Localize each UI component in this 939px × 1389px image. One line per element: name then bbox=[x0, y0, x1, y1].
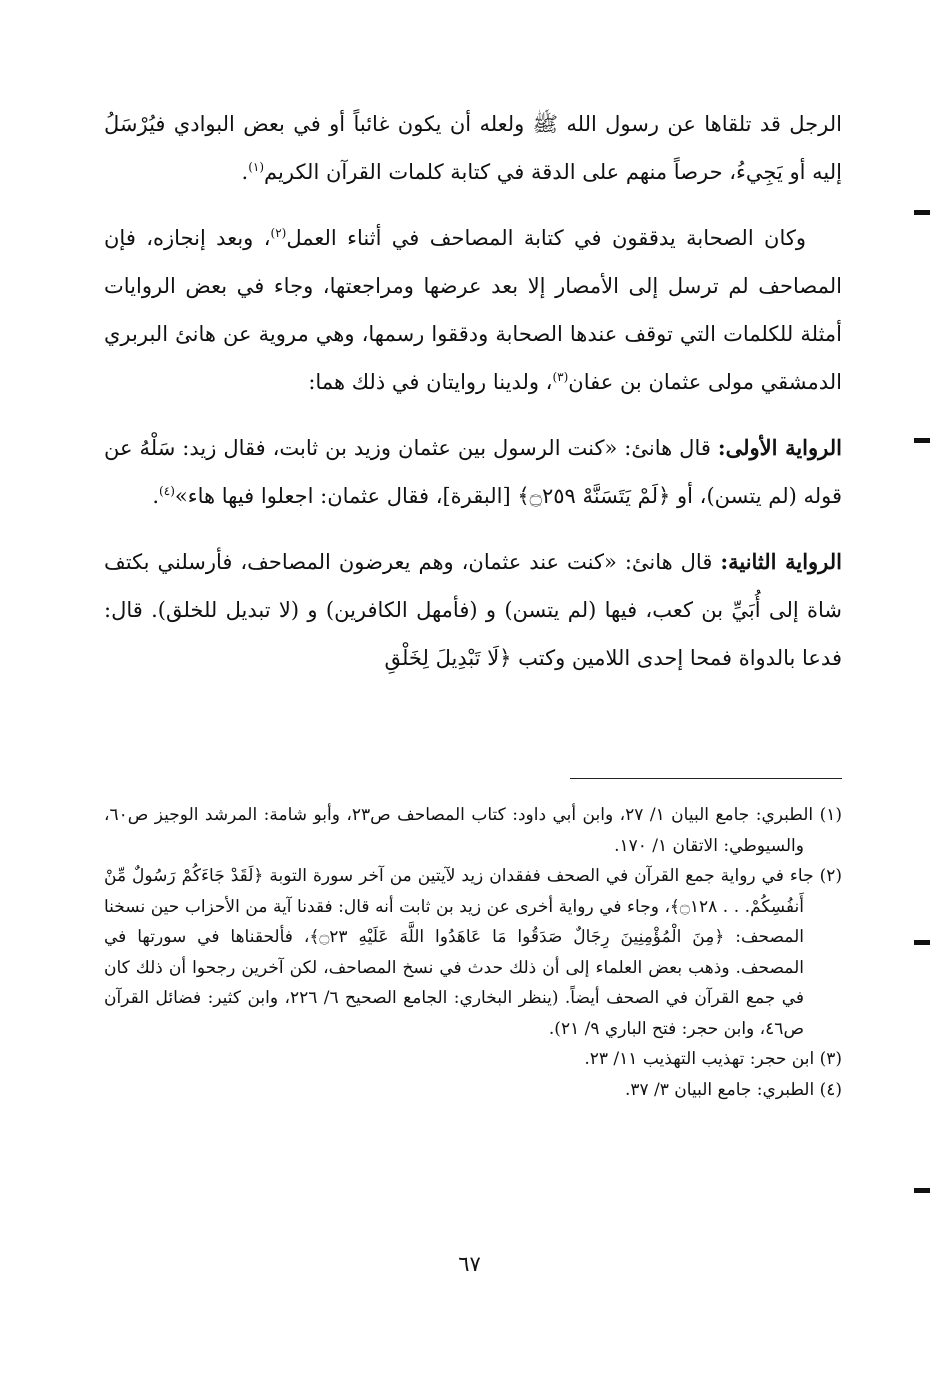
footnote: (٣) ابن حجر: تهذيب التهذيب ١١/ ٢٣. bbox=[584, 1049, 842, 1069]
scan-margin-mark bbox=[914, 438, 930, 443]
paragraph: الرجل قد تلقاها عن رسول الله ﷺ ولعله أن يكون غائباً أو في بعض البوادي فيُرْسَلُ إليه أو يَجِيءُ، حرصاً منهم على الدقة في كتابة كلمات القرآن الكريم$^{(١)}$. bbox=[104, 112, 842, 184]
narration-label: الرواية الأولى: bbox=[717, 435, 842, 460]
narration-label: الرواية الثانية: bbox=[720, 549, 843, 574]
paragraph bbox=[104, 538, 842, 682]
footnote-ref[interactable]: (٢) bbox=[270, 226, 287, 240]
paragraph-text: قال هانئ: «كنت الرسول بين عثمان وزيد بن ثابت، فقال زيد: سَلْهُ عن قوله (لم يتسن)، أو ﴿لَمْ يَتَسَنَّهْ ۝٢٥٩﴾ [البقرة]، فقال عثمان: اجعلوا فيها هاء» bbox=[104, 436, 842, 508]
footnote: (٤) الطبري: جامع البيان ٣/ ٣٧. bbox=[624, 1079, 842, 1100]
paragraph-text: قال هانئ: «كنت عند عثمان، وهم يعرضون المصاحف، فأرسلني بكتف شاة إلى أُبَيِّ بن كعب، فيها (لم يتسن) و (فأمهل الكافرين) و (لا تبديل للخلق). قال: فدعا بالدواة فمحا إحدى اللامين وكتب ﴿لَا تَبْدِيلَ لِخَلْقِ bbox=[104, 550, 842, 670]
paragraph-text: الرجل قد تلقاها عن رسول الله ﷺ ولعله أن يكون غائباً أو في بعض البوادي فيُرْسَلُ إليه أو يَجِيءُ، حرصاً منهم على الدقة في كتابة كلمات القرآن الكريم bbox=[104, 112, 842, 184]
main-text bbox=[104, 100, 842, 700]
footnote-separator bbox=[570, 778, 842, 779]
footnote-ref[interactable]: (٤) bbox=[159, 484, 175, 498]
footnote-ref[interactable]: (١) bbox=[248, 160, 265, 174]
scan-margin-mark bbox=[914, 210, 930, 215]
paragraph: وكان الصحابة يدققون في كتابة المصاحف في أثناء العمل$^{(٢)}$، وبعد إنجازه، فإن المصاحف لم ترسل إلى الأمصار إلا بعد عرضها ومراجعتها، وجاء في بعض الروايات أمثلة للكلمات التي توقف عندها الصحابة ودققوا رسمها، وهي مروية عن هانئ البربري الدمشقي مولى عثمان بن عفان$^{(٣)}$، ولدينا روايتان في ذلك هما: bbox=[104, 226, 842, 394]
footnote: (١) الطبري: جامع البيان ١/ ٢٧، وابن أبي داود: كتاب المصاحف ص٢٣، وأبو شامة: المرشد الوجيز ص٦٠، والسيوطي: الاتقان ١/ ١٧٠. bbox=[104, 805, 842, 856]
paragraph: الرواية الأولى: قال هانئ: «كنت الرسول بين عثمان وزيد بن ثابت، فقال زيد: سَلْهُ عن قوله (لم يتسن)، أو ﴿لَمْ يَتَسَنَّهْ ۝٢٥٩﴾ [البقرة]، فقال عثمان: اجعلوا فيها هاء»$^{(٤)}$. bbox=[104, 435, 842, 508]
scan-margin-mark bbox=[914, 1188, 930, 1193]
page-number: ٦٧ bbox=[458, 1252, 481, 1276]
scan-margin-mark bbox=[914, 940, 930, 945]
footnotes bbox=[104, 800, 842, 1105]
footnote-ref[interactable]: (٣) bbox=[552, 370, 569, 384]
footnote: (٢) جاء في رواية جمع القرآن في الصحف ففقدان زيد لآيتين من آخر سورة التوبة ﴿لَقَدْ جَاءَكُمْ رَسُولٌ مِّنْ أَنفُسِكُمْ. . . ۝١٢٨﴾، وجاء في رواية أخرى عن زيد بن ثابت أنه قال: فقدنا آية من الأحزاب حين نسخنا المصحف: ﴿مِنَ الْمُؤْمِنِينَ رِجَالٌ صَدَقُوا مَا عَاهَدُوا اللَّهَ عَلَيْهِ ۝٢٣﴾، فألحقناها في سورتها في المصحف. وذهب بعض العلماء إلى أن ذلك حدث في نسخ المصاحف، لكن آخرين رجحوا أن ذلك كان في جمع القرآن في الصحف أيضاً. (ينظر البخاري: الجامع الصحيح ٦/ ٢٢٦، وابن كثير: فضائل القرآن ص٤٦، وابن حجر: فتح الباري ٩/ ٢١). bbox=[104, 866, 842, 1039]
paragraph-text: وكان الصحابة يدققون في كتابة المصاحف في أثناء العمل bbox=[286, 226, 807, 250]
